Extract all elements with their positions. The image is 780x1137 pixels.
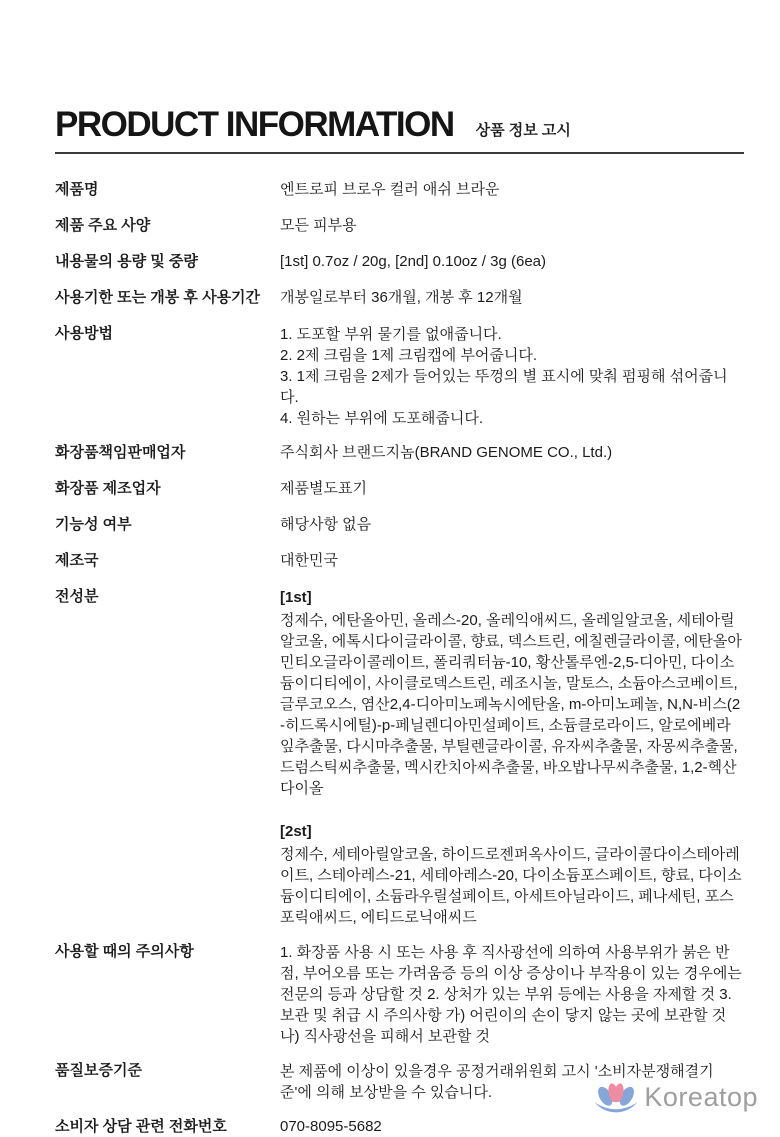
row-manufacturer (55, 479, 744, 499)
row-value-usage-method (280, 324, 744, 429)
ingredients-part1-text: 정제수, 에탄올아민, 올레스-20, 올레익애씨드, 올레일알코올, 세테아릴알코올, 에톡시다이글라이콜, 향료, 덱스트린, 에칠렌글라이콜, 에탄올아민티오글라이콜레이트, 폴리쿼터늄-10, 황산톨루엔-2,5-디아민, 다이소듐이디티에이, 사이클로덱스트린, 레조시놀, 말토스, 소듐아스코베이트, 글루코오스, 염산2,4-디아미노페녹시에탄올, m-아미노페놀, N,N-비스(2-히드록시에틸)-p-페닐렌디아민설페이트, 소듐클로라이드, 알로에베라잎추출물, 다시마추출물, 부틸렌글라이콜, 유자씨추출물, 자몽씨추출물, 드럼스틱씨추출물, 멕시칸치아씨추출물, 바오밥나무씨추출물, 1,2-헥산다이올 (280, 612, 742, 797)
usage-step: 3. 1제 크림을 2제가 들어있는 뚜껑의 별 표시에 맞춰 펌핑해 섞어줍니다. (280, 368, 728, 406)
row-value-expiration: 개봉일로부터 36개월, 개봉 후 12개월 (280, 289, 523, 306)
ingredients-part-gap (280, 799, 744, 821)
row-label-responsible-seller: 화장품책임판매업자 (55, 444, 186, 461)
row-value-ingredients (280, 587, 744, 928)
page-title: PRODUCT INFORMATION (55, 105, 454, 144)
koreatop-logo-text: Koreatop (644, 1081, 758, 1112)
row-ingredients (55, 587, 744, 928)
page-subtitle: 상품 정보 고시 (475, 122, 571, 139)
row-responsible-seller (55, 443, 744, 463)
row-value-main-spec: 모든 피부용 (280, 217, 357, 234)
row-label-country-of-origin: 제조국 (55, 552, 99, 569)
row-value-responsible-seller: 주식회사 브랜드지놈(BRAND GENOME CO., Ltd.) (280, 444, 613, 461)
row-value-product-name: 엔트로피 브로우 컬러 애쉬 브라운 (280, 181, 500, 198)
row-functional (55, 515, 744, 535)
row-customer-phone (55, 1117, 744, 1137)
ingredients-part2-title: [2st] (280, 823, 312, 840)
ingredients-part1-title: [1st] (280, 589, 312, 606)
row-label-manufacturer: 화장품 제조업자 (55, 480, 161, 497)
lotus-icon (593, 1080, 639, 1114)
row-value-manufacturer: 제품별도표기 (280, 480, 367, 497)
row-value-cautions: 1. 화장품 사용 시 또는 사용 후 직사광선에 의하여 사용부위가 붉은 반점, 부어오름 또는 가려움증 등의 이상 증상이나 부작용이 있는 경우에는 전문의 등과 상담할 것 2. 상처가 있는 부위 등에는 사용을 자제할 것 3. 보관 및 취급 시 주의사항 가) 어린이의 손이 닿지 않는 곳에 보관할 것 나) 직사광선을 피해서 보관할 것 (280, 944, 742, 1045)
row-label-ingredients: 전성분 (55, 588, 99, 605)
usage-step: 2. 2제 크림을 1제 크림캡에 부어줍니다. (280, 347, 538, 364)
row-value-country-of-origin: 대한민국 (280, 552, 338, 569)
row-label-expiration: 사용기한 또는 개봉 후 사용기간 (55, 289, 261, 306)
page-header (55, 106, 744, 144)
row-usage-method (55, 324, 744, 429)
usage-step: 1. 도포할 부위 물기를 없애줍니다. (280, 326, 502, 343)
info-table (55, 180, 744, 1137)
ingredients-part2-text: 정제수, 세테아릴알코올, 하이드로젠퍼옥사이드, 글라이콜다이스테아레이트, 스테아레스-21, 세테아레스-20, 다이소듐포스페이트, 향료, 다이소듐이디티에이, 소듐라우릴설페이트, 아세트아닐라이드, 페나세틴, 포스포릭애씨드, 에티드로닉애씨드 (280, 846, 742, 926)
row-label-usage-method: 사용방법 (55, 325, 113, 342)
row-cautions (55, 942, 744, 1047)
row-label-product-name: 제품명 (55, 181, 99, 198)
row-value-volume-weight: [1st] 0.7oz / 20g, [2nd] 0.10oz / 3g (6ea) (280, 253, 547, 270)
row-product-name (55, 180, 744, 200)
row-value-customer-phone: 070-8095-5682 (280, 1118, 382, 1135)
row-label-main-spec: 제품 주요 사양 (55, 217, 151, 234)
row-label-volume-weight: 내용물의 용량 및 중량 (55, 253, 198, 270)
row-label-cautions: 사용할 때의 주의사항 (55, 943, 194, 960)
row-value-functional: 해당사항 없음 (280, 516, 372, 533)
row-expiration (55, 288, 744, 308)
row-main-spec (55, 216, 744, 236)
row-label-functional: 기능성 여부 (55, 516, 132, 533)
title-divider (55, 152, 744, 154)
row-label-customer-phone: 소비자 상담 관련 전화번호 (55, 1118, 227, 1135)
row-value-quality-warranty: 본 제품에 이상이 있을경우 공정거래위원회 고시 '소비자분쟁해결기준'에 의해 보상받을 수 있습니다. (280, 1063, 714, 1101)
koreatop-logo (593, 1080, 758, 1114)
usage-step: 4. 원하는 부위에 도포해줍니다. (280, 410, 484, 427)
row-country-of-origin (55, 551, 744, 571)
row-volume-weight (55, 252, 744, 272)
row-label-quality-warranty: 품질보증기준 (55, 1062, 142, 1079)
